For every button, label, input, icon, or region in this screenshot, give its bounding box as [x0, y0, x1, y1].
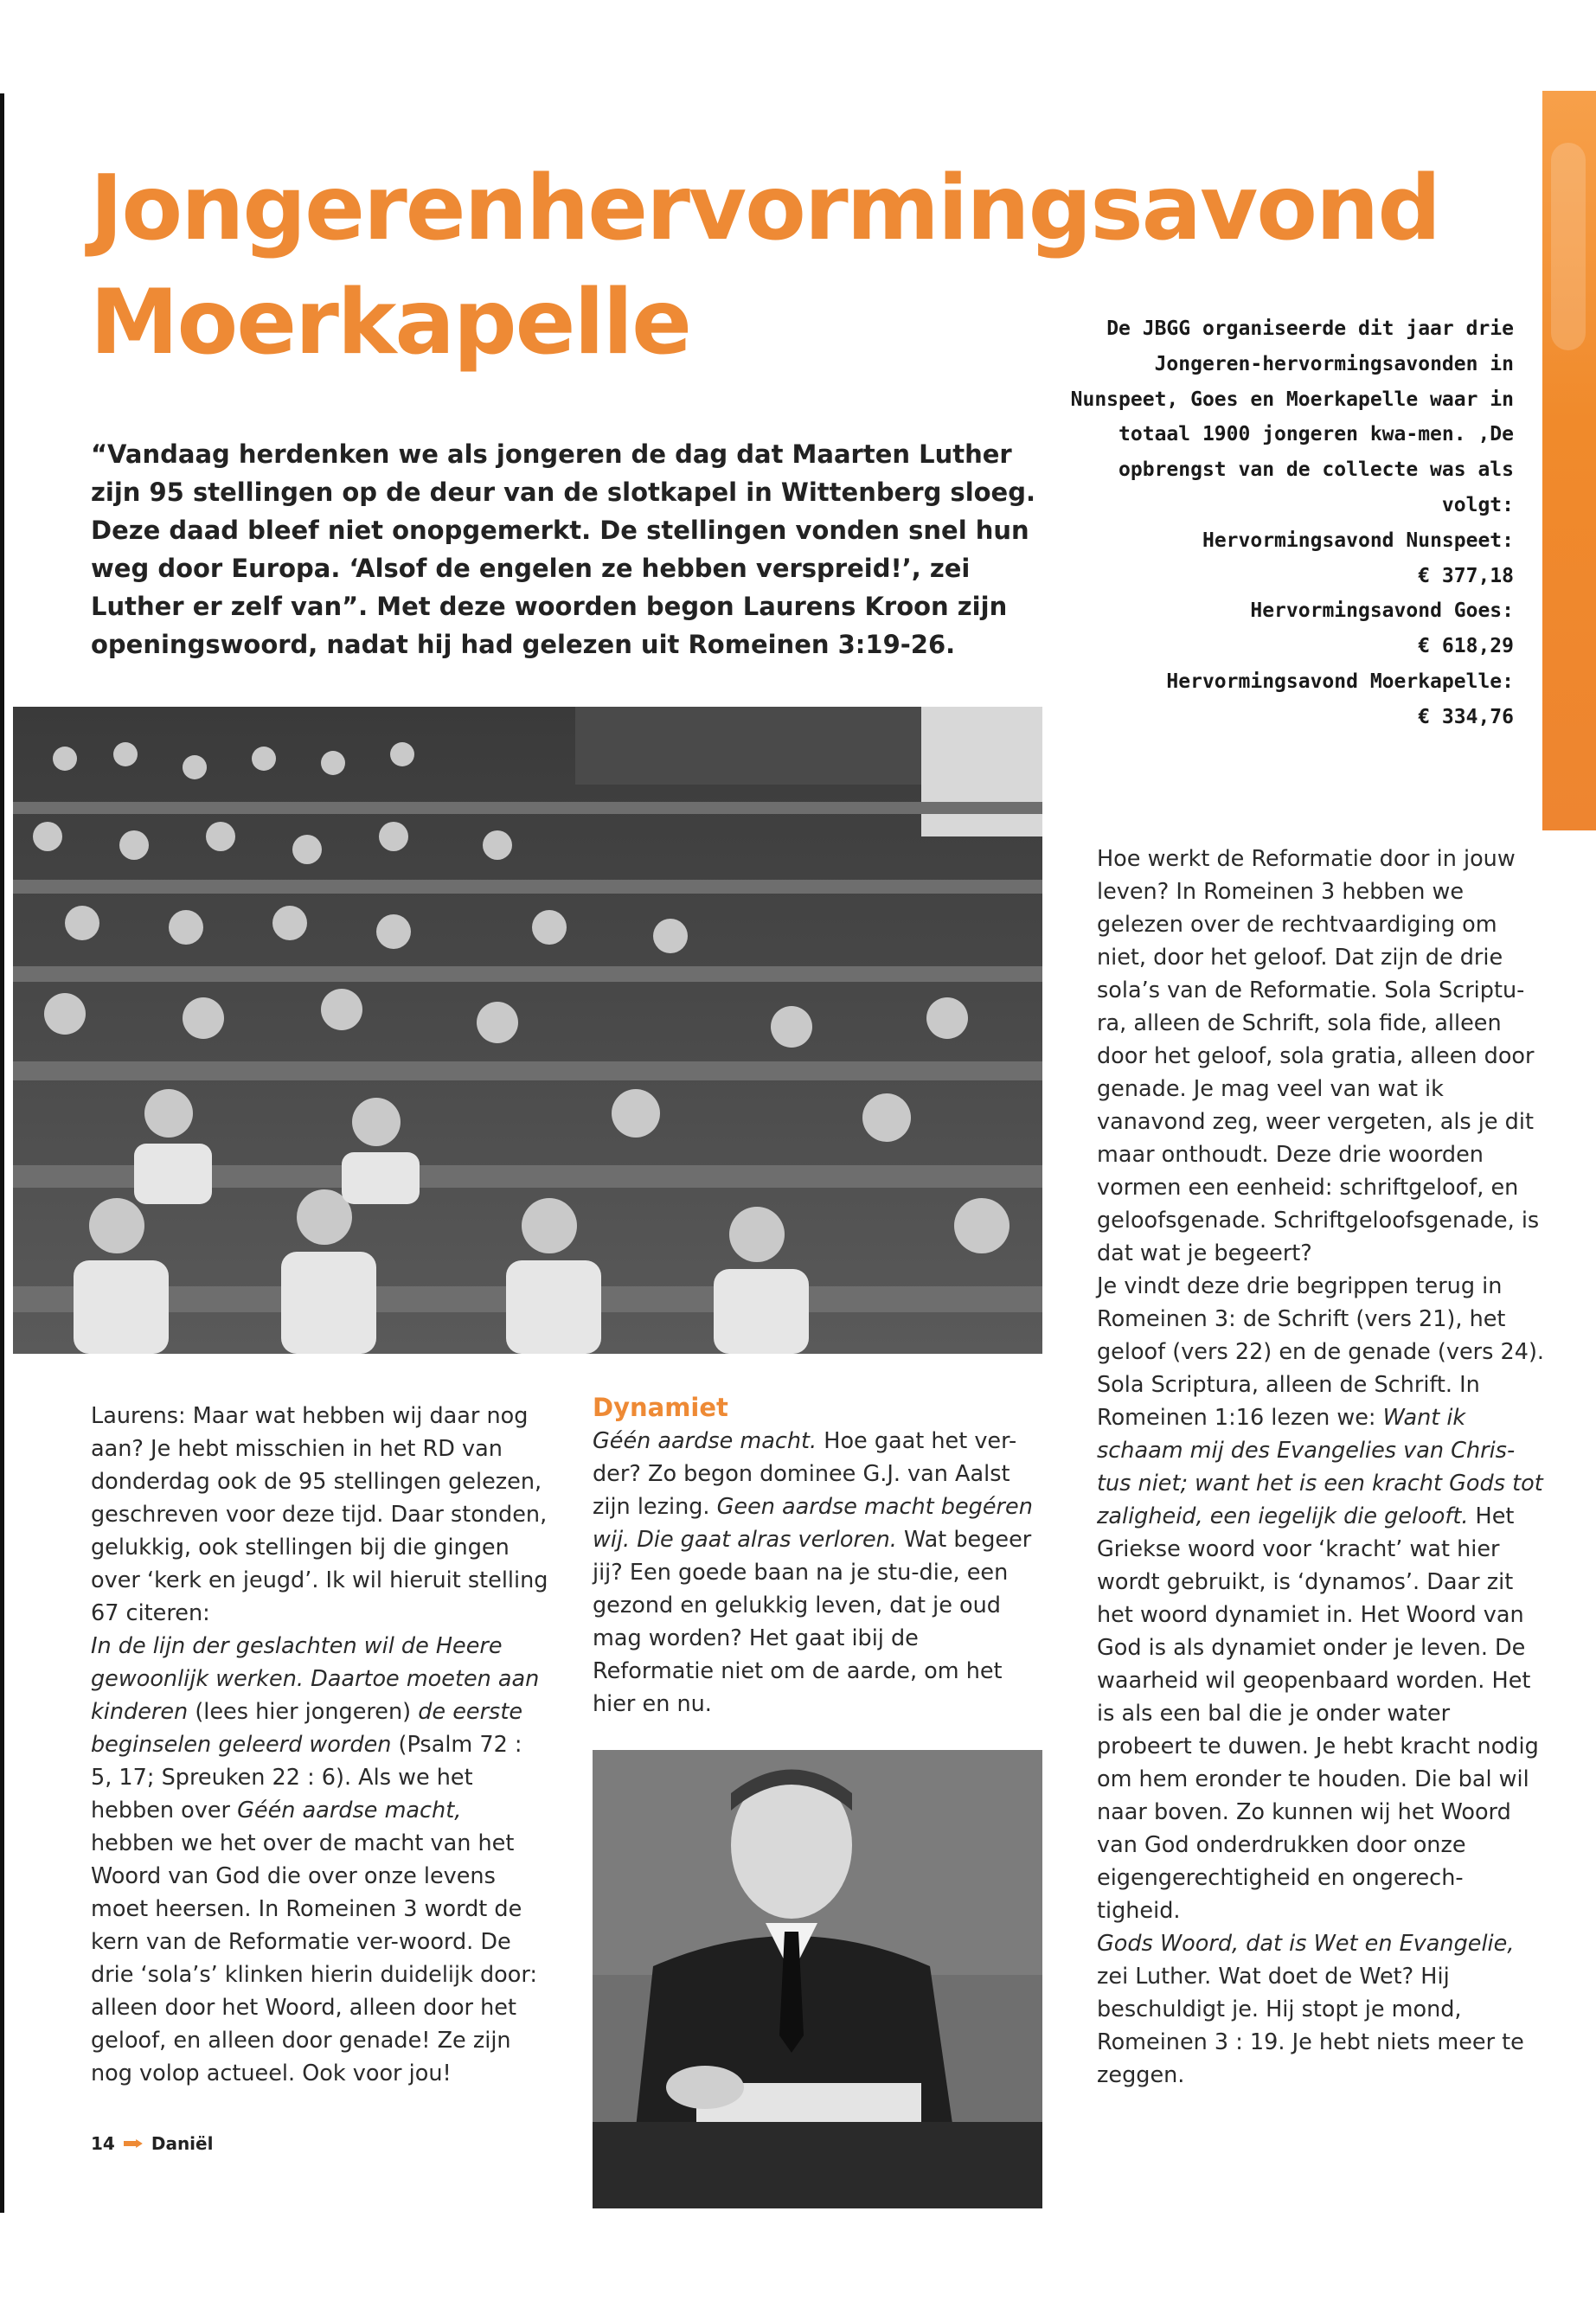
title-line-1: Jongerenhervormingsavond	[90, 157, 1440, 260]
column-2	[593, 1390, 1047, 1721]
col3-paragraph-4: Gods Woord, dat is Wet en Evangelie, zei Luther. Wat doet de Wet? Hij beschuldigt je. Hij stopt je mond, Romeinen 3 : 19. Je hebt niets meer te zeggen.	[1097, 1931, 1524, 2088]
arrow-icon	[124, 2139, 143, 2148]
speaker-photo	[593, 1750, 1042, 2208]
collection-sidebar	[1068, 311, 1514, 735]
col3-paragraph-3: Sola Scriptura, alleen de Schrift. In Romeinen 1:16 lezen we: Want ik schaam mij des Evangelies van Chris-tus niet; want het is een kracht Gods tot zaligheid, een iegelijk die gelooft. Het Griekse woord voor ‘kracht’ wat hier wordt gebruikt, is ‘dynamos’. Daar zit het woord dynamiet in. Het Woord van God is als dynamiet onder je leven. De waarheid wil geopenbaard worden. Het is als een bal die je onder water probeert te duwen. Je hebt kracht nodig om hem eronder te houden. Die bal wil naar boven. Zo kunnen wij het Woord van God onderdrukken door onze eigengerechtigheid en ongerech-tigheid.	[1097, 1372, 1543, 1924]
page-edge	[0, 93, 4, 2213]
collection-label: Hervormingsavond Moerkapelle:	[1166, 670, 1514, 693]
magazine-name: Daniël	[151, 2133, 214, 2154]
col1-quote-paragraph: In de lijn der geslachten wil de Heere gewoonlijk werken. Daartoe moeten aan kinderen (lees hier jongeren) de eerste beginselen geleerd worden (Psalm 72 : 5, 17; Spreuken 22 : 6). Als we het hebben over Géén aardse macht, hebben we het over de macht van het Woord van God die over onze levens moet heersen. In Romeinen 3 wordt de kern van de Reformatie ver-woord. De drie ‘sola’s’ klinken hierin duidelijk door: alleen door het Woord, alleen door het geloof, en alleen door genade! Ze zijn nog volop actueel. Ook voor jou!	[91, 1633, 540, 2086]
col3-paragraph-2: Je vindt deze drie begrippen terug in Romeinen 3: de Schrift (vers 21), het geloof (vers 22) en de genade (vers 24).	[1097, 1273, 1545, 1365]
collection-label: Hervormingsavond Nunspeet:	[1202, 529, 1514, 552]
page-number: 14	[91, 2133, 115, 2154]
orange-side-tab	[1542, 91, 1596, 830]
col1-intro: Laurens: Maar wat hebben wij daar nog aan? Je hebt misschien in het RD van donderdag ook de 95 stellingen gelezen, geschreven voor deze tijd. Daar stonden, gelukkig, ook stellingen bij die gingen over ‘kerk en jeugd’. Ik wil hieruit stelling 67 citeren:	[91, 1403, 548, 1626]
sidebar-intro: De JBGG organiseerde dit jaar drie Jongeren-hervormingsavonden in Nunspeet, Goes en Moerkapelle waar in totaal 1900 jongeren kwa-men. ,De opbrengst van de collecte was als volgt:	[1070, 317, 1514, 516]
column-3	[1097, 843, 1547, 2092]
col2-paragraph: Géén aardse macht. Hoe gaat het ver-der? Zo begon dominee G.J. van Aalst zijn lezing. Geen aardse macht begéren wij. Die gaat alras verloren. Wat begeer jij? Een goede baan na je stu-die, een gezond en gelukkig leven, dat je oud mag worden? Het gaat ibij de Reformatie niet om de aarde, om het hier en nu.	[593, 1428, 1033, 1717]
section-heading: Dynamiet	[593, 1393, 728, 1422]
page-footer	[91, 2133, 213, 2154]
collection-amount: € 377,18	[1418, 564, 1514, 587]
column-1	[91, 1400, 549, 2090]
collection-label: Hervormingsavond Goes:	[1250, 599, 1514, 623]
title-line-2: Moerkapelle	[90, 271, 690, 375]
audience-photo	[13, 707, 1042, 1354]
lead-paragraph: “Vandaag herdenken we als jongeren de dag dat Maarten Luther zijn 95 stellingen op de deur van de slotkapel in Wittenberg sloeg. Deze daad bleef niet onopgemerkt. De stellingen vonden snel hun weg door Europa. ‘Alsof de engelen ze hebben verspreid!’, zei Luther er zelf van”. Met deze woorden begon Laurens Kroon zijn openingswoord, nadat hij had gelezen uit Romeinen 3:19-26.	[91, 439, 1036, 659]
collection-amount: € 334,76	[1418, 705, 1514, 728]
col3-paragraph-1: Hoe werkt de Reformatie door in jouw leven? In Romeinen 3 hebben we gelezen over de rechtvaardiging om niet, door het geloof. Dat zijn de drie sola’s van de Reformatie. Sola Scriptu-ra, alleen de Schrift, sola fide, alleen door het geloof, sola gratia, alleen door genade. Je mag veel van wat ik vanavond zeg, weer vergeten, als je dit maar onthoudt. Deze drie woorden vormen een eenheid: schriftgeloof, en geloofsgenade. Schriftgeloofsgenade, is dat wat je begeert?	[1097, 846, 1540, 1266]
collection-amount: € 618,29	[1418, 635, 1514, 658]
